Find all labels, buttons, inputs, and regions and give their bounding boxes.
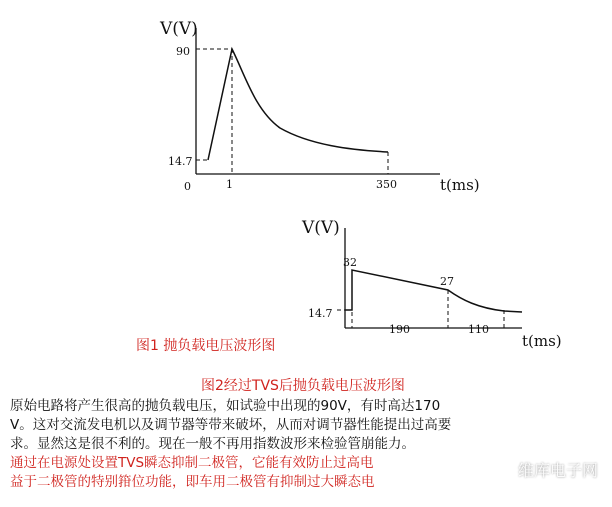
paragraph-line-1: 原始电路将产生很高的抛负载电压，如试验中出现的90V，有时高达170 — [10, 398, 441, 414]
fig1-xtick-1: 1 — [226, 178, 233, 191]
red-line-2: 益于二极管的特别箝位功能，即车用二极管有抑制过大瞬态电 — [10, 474, 375, 490]
fig2-x-label: t(ms) — [522, 332, 562, 350]
fig1-xtick-0: 0 — [184, 180, 191, 193]
fig1-ytick-90: 90 — [176, 45, 190, 58]
fig2-marker-27: 27 — [440, 275, 454, 288]
red-line-1: 通过在电源处设置TVS瞬态抑制二极管，它能有效防止过高电 — [10, 455, 374, 471]
fig2-ytick-32: 32 — [343, 256, 357, 269]
fig1-y-label: V(V) — [160, 19, 198, 39]
figure-1-chart — [159, 19, 480, 194]
paragraph-line-2: V。这对交流发电机以及调节器等带来破坏，从而对调节器性能提出过高要 — [10, 417, 452, 433]
fig2-y-label: V(V) — [302, 218, 340, 238]
figure-2-chart — [301, 218, 562, 350]
red-paragraph — [10, 454, 375, 492]
fig1-ytick-14.7: 14.7 — [168, 155, 193, 168]
watermark: 维库电子网 — [517, 461, 598, 480]
fig1-waveform — [208, 49, 388, 160]
body-paragraph — [10, 397, 451, 454]
fig1-x-label: t(ms) — [440, 176, 480, 194]
fig2-segment-190: 190 — [389, 323, 410, 336]
fig2-ytick-14.7: 14.7 — [308, 307, 333, 320]
fig1-xtick-350: 350 — [376, 178, 397, 191]
fig2-waveform — [345, 270, 522, 312]
figure-1-caption: 图1 抛负载电压波形图 — [136, 338, 276, 354]
figure-2-caption: 图2经过TVS后抛负载电压波形图 — [201, 378, 405, 394]
paragraph-line-3: 求。显然这是很不利的。现在一般不再用指数波形来检验管崩能力。 — [10, 436, 415, 452]
fig2-segment-110: 110 — [468, 323, 489, 336]
